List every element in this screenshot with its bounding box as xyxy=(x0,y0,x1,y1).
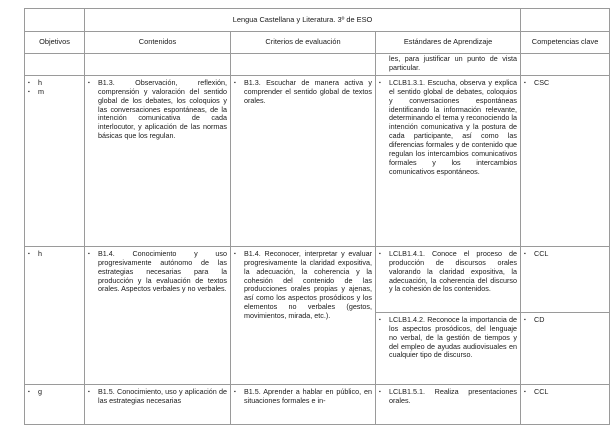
competence-item: ▪ CCL xyxy=(524,386,549,396)
curriculum-table xyxy=(24,8,610,425)
header-criterios: Criterios de evaluación xyxy=(231,32,376,54)
standard-item: ▪ LCLB1.3.1. Escucha, observa y explica el sentido global de debates, coloquios y conversaciones espontáneas identificando la información relevante, determinando el tema y reconociendo la intención comunicativa y la postura de cada participante, así como las diferencias formales y de contenido que regulan los intercambios comunicativos formales y los intercambios comunicativos espontáneos. xyxy=(379,77,518,176)
competence-item: ▪ CD xyxy=(524,314,545,324)
header-estandares: Estándares de Aprendizaje xyxy=(376,32,521,54)
empty-corner-cell xyxy=(521,9,610,32)
objective-item: ▪ m xyxy=(28,86,44,96)
table-row xyxy=(25,246,610,312)
table-row xyxy=(25,384,610,424)
standard-item: ▪ LCLB1.4.1. Conoce el proceso de producción de discursos orales valorando la claridad expositiva, la adecuación, la coherencia del discurso y la cohesión de los contenidos. xyxy=(379,248,518,294)
continuation-row xyxy=(25,54,610,76)
criterion-item: ▪ B1.5. Aprender a hablar en público, en situaciones formales e in- xyxy=(234,386,372,405)
header-competencias: Competencias clave xyxy=(521,32,610,54)
standard-item: ▪ LCLB1.5.1. Realiza presentaciones orales. xyxy=(379,386,518,405)
table-title-row xyxy=(25,9,610,32)
content-item: ▪ B1.3. Observación, reflexión, comprensión y valoración del sentido global de los debates, los coloquios y las conversaciones espontáneas, de la intención comunicativa de cada interlocutor, y aplicación de las normas básicas que los regulan. xyxy=(88,77,227,141)
table-title: Lengua Castellana y Literatura. 3º de ESO xyxy=(85,9,521,32)
criterion-item: ▪ B1.3. Escuchar de manera activa y comprender el sentido global de textos orales. xyxy=(234,77,372,105)
objective-item: ▪ h xyxy=(28,77,42,87)
objective-item: ▪ g xyxy=(28,386,42,396)
standard-item: ▪ LCLB1.4.2. Reconoce la importancia de los aspectos prosódicos, del lenguaje no verbal, de la gestión de tiempos y del empleo de ayudas audiovisuales en cualquier tipo de discurso. xyxy=(379,314,518,360)
content-item: ▪ B1.4. Conocimiento y uso progresivamente autónomo de las estrategias necesarias para la producción y la evaluación de textos orales. Aspectos verbales y no verbales. xyxy=(88,248,227,294)
competence-item: ▪ CCL xyxy=(524,248,549,258)
header-row xyxy=(25,32,610,54)
empty-corner-cell xyxy=(25,9,85,32)
header-objetivos: Objetivos xyxy=(25,32,85,54)
table-row xyxy=(25,75,610,246)
criterion-item: ▪ B1.4. Reconocer, interpretar y evaluar progresivamente la claridad expositiva, la adecuación, la coherencia y la cohesión del contenido de las producciones orales propias y ajenas, así como los aspectos prosódicos y los elementos no verbales (gestos, movimientos, mirada, etc.). xyxy=(234,248,372,321)
content-item: ▪ B1.5. Conocimiento, uso y aplicación de las estrategias necesarias xyxy=(88,386,227,405)
competence-item: ▪ CSC xyxy=(524,77,550,87)
continued-standard-text: les, para justificar un punto de vista particular. xyxy=(389,54,518,72)
objective-item: ▪ h xyxy=(28,248,42,258)
header-contenidos: Contenidos xyxy=(85,32,231,54)
